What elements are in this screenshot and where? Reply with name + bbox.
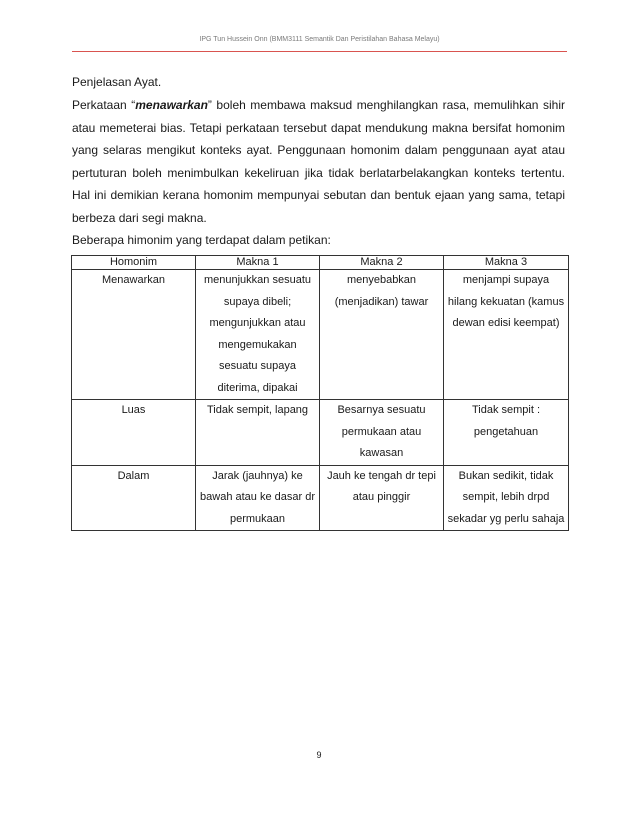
- table-cell: Luas: [72, 400, 196, 466]
- table-cell: Jarak (jauhnya) ke bawah atau ke dasar dr permukaan: [196, 465, 320, 531]
- table-cell: Menawarkan: [72, 270, 196, 400]
- table-cell: Tidak sempit, lapang: [196, 400, 320, 466]
- header-cell: Makna 3: [444, 256, 569, 270]
- table-row: [72, 400, 569, 466]
- table-cell: menjampi supaya hilang kekuatan (kamus dewan edisi keempat): [444, 270, 569, 400]
- table-cell: menunjukkan sesuatu supaya dibeli; mengunjukkan atau mengemukakan sesuatu supaya diterima, dipakai: [196, 270, 320, 400]
- paragraph-body: ” boleh membawa maksud menghilangkan rasa, memulihkan sihir atau memeterai bias. Tetapi perkataan tersebut dapat mendukung makna bersifat homonim yang selaras mengikut konteks ayat. Penggunaan homonim dalam penggunaan ayat atau pertuturan boleh menimbulkan kekeliruan jika tidak berlatarbelakangkan konteks tertentu. Hal ini demikian kerana homonim mempunyai sebutan dan bentuk ejaan yang sama, tetapi berbeza dari segi makna.: [72, 98, 565, 225]
- header-cell: Makna 1: [196, 256, 320, 270]
- running-header: IPG Tun Hussein Onn (BMM3111 Semantik Dan Peristilahan Bahasa Melayu): [199, 36, 440, 43]
- table-cell: Dalam: [72, 465, 196, 531]
- header-cell: Makna 2: [320, 256, 444, 270]
- table-intro: Beberapa himonim yang terdapat dalam petikan:: [72, 233, 331, 247]
- table-cell: Besarnya sesuatu permukaan atau kawasan: [320, 400, 444, 466]
- homonym-table: [71, 255, 569, 531]
- header-divider: [72, 51, 567, 52]
- table-cell: Tidak sempit : pengetahuan: [444, 400, 569, 466]
- page-number: 9: [316, 750, 322, 760]
- header-cell: Homonim: [72, 256, 196, 270]
- explanation-paragraph: [72, 94, 565, 229]
- paragraph-prefix: Perkataan “: [72, 98, 136, 112]
- table-cell: Bukan sedikit, tidak sempit, lebih drpd sekadar yg perlu sahaja: [444, 465, 569, 531]
- table-row: [72, 270, 569, 400]
- table-row: [72, 465, 569, 531]
- table-header-row: [72, 256, 569, 270]
- paragraph-emphasis: menawarkan: [135, 98, 208, 112]
- section-title: Penjelasan Ayat.: [72, 75, 162, 89]
- table-cell: Jauh ke tengah dr tepi atau pinggir: [320, 465, 444, 531]
- table-cell: menyebabkan (menjadikan) tawar: [320, 270, 444, 400]
